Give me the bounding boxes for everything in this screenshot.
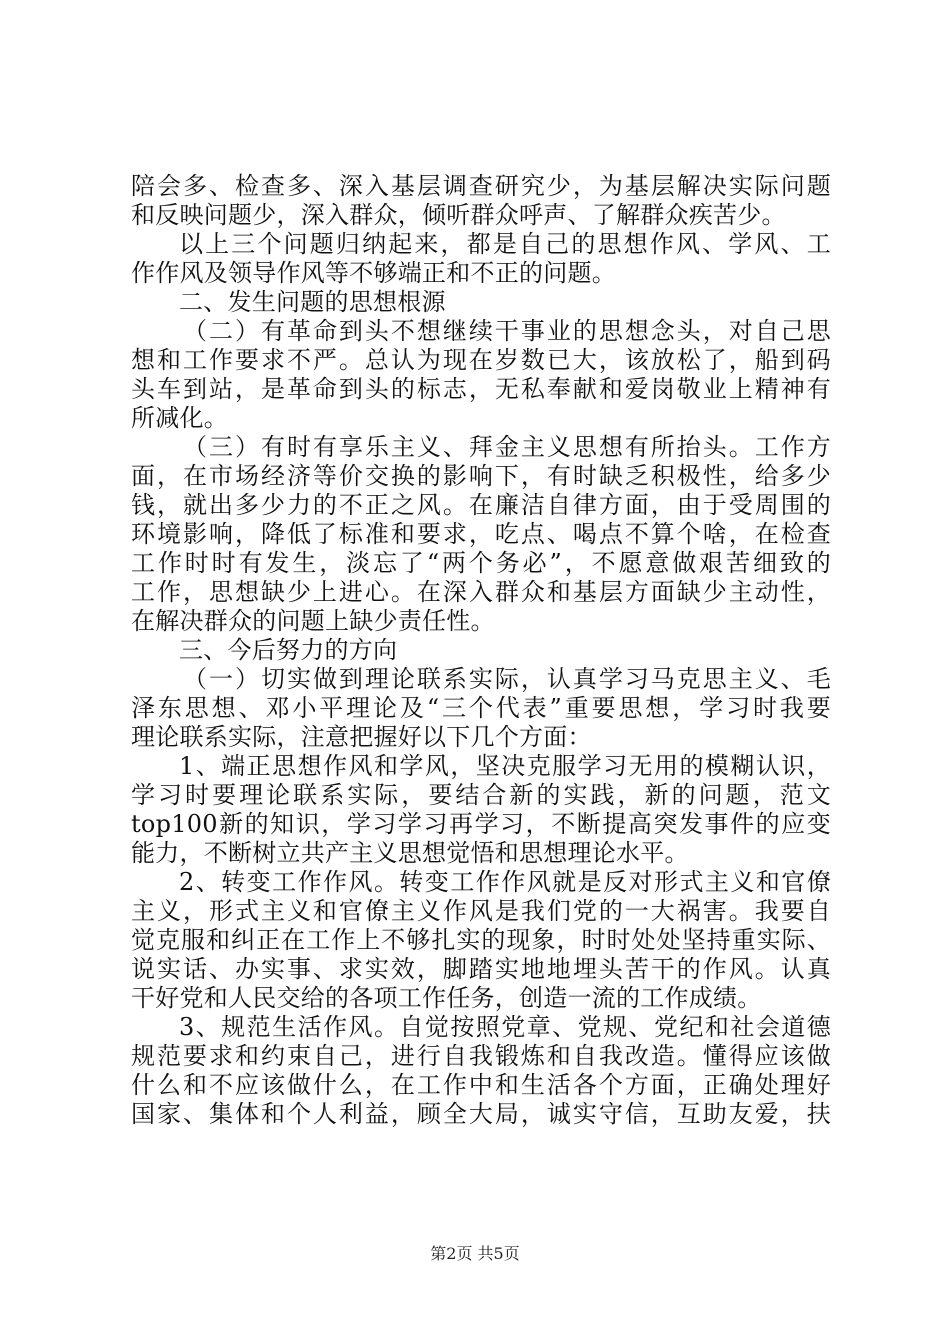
text-line: 1、端正思想作风和学风，坚决克服学习无用的模糊认识， xyxy=(179,752,831,780)
text-line: 3、规范生活作风。自觉按照党章、党规、党纪和社会道德 xyxy=(179,1013,831,1041)
text-line: 觉克服和纠正在工作上不够扎实的现象，时时处处坚持重实际、 xyxy=(131,926,831,954)
text-line: 泽东思想、邓小平理论及“三个代表”重要思想，学习时我要 xyxy=(131,694,831,722)
text-line: （一）切实做到理论联系实际，认真学习马克思主义、毛 xyxy=(183,665,831,693)
text-line: 能力，不断树立共产主义思想觉悟和思想理论水平。 xyxy=(131,839,689,867)
text-line: top100新的知识，学习学习再学习，不断提高突发事件的应变 xyxy=(131,810,831,838)
text-line: 国家、集体和个人利益，顾全大局，诚实守信，互助友爱，扶 xyxy=(131,1100,831,1128)
text-line: 所减化。 xyxy=(131,404,228,432)
text-line: 2、转变工作作风。转变工作作风就是反对形式主义和官僚 xyxy=(179,868,831,896)
section-heading: 二、发生问题的思想根源 xyxy=(179,288,446,316)
text-line: （三）有时有享乐主义、拜金主义思想有所抬头。工作方 xyxy=(183,433,831,461)
text-line: 工作，思想缺少上进心。在深入群众和基层方面缺少主动性， xyxy=(131,578,831,606)
text-line: 学习时要理论联系实际，要结合新的实践，新的问题，范文 xyxy=(131,781,831,809)
text-line: 规范要求和约束自己，进行自我锻炼和自我改造。懂得应该做 xyxy=(131,1042,831,1070)
text-line: 理论联系实际，注意把握好以下几个方面： xyxy=(131,723,592,751)
page-footer: 第2页 共5页 xyxy=(430,1244,520,1263)
text-line: 陪会多、检查多、深入基层调查研究少，为基层解决实际问题 xyxy=(131,172,831,200)
text-line: 主义，形式主义和官僚主义作风是我们党的一大祸害。我要自 xyxy=(131,897,831,925)
text-line: 工作时时有发生，淡忘了“两个务必”，不愿意做艰苦细致的 xyxy=(131,549,831,577)
text-line: 什么和不应该做什么，在工作中和生活各个方面，正确处理好 xyxy=(131,1071,831,1099)
text-line: 环境影响，降低了标准和要求，吃点、喝点不算个啥，在检查 xyxy=(131,520,831,548)
text-line: 以上三个问题归纳起来，都是自己的思想作风、学风、工 xyxy=(179,230,831,258)
text-line: 头车到站，是革命到头的标志，无私奉献和爱岗敬业上精神有 xyxy=(131,375,831,403)
text-line: 说实话、办实事、求实效，脚踏实地地埋头苦干的作风。认真 xyxy=(131,955,831,983)
text-line: （二）有革命到头不想继续干事业的思想念头，对自己思 xyxy=(183,317,831,345)
text-line: 钱，就出多少力的不正之风。在廉洁自律方面，由于受周围的 xyxy=(131,491,831,519)
text-line: 面，在市场经济等价交换的影响下，有时缺乏积极性，给多少 xyxy=(131,462,831,490)
document-body xyxy=(131,172,831,1129)
text-line: 在解决群众的问题上缺少责任性。 xyxy=(131,607,495,635)
text-line: 作作风及领导作风等不够端正和不正的问题。 xyxy=(131,259,616,287)
section-heading: 三、今后努力的方向 xyxy=(179,636,398,664)
text-line: 和反映问题少，深入群众，倾听群众呼声、了解群众疾苦少。 xyxy=(131,201,786,229)
text-line: 干好党和人民交给的各项工作任务，创造一流的工作成绩。 xyxy=(131,984,762,1012)
text-line: 想和工作要求不严。总认为现在岁数已大，该放松了，船到码 xyxy=(131,346,831,374)
